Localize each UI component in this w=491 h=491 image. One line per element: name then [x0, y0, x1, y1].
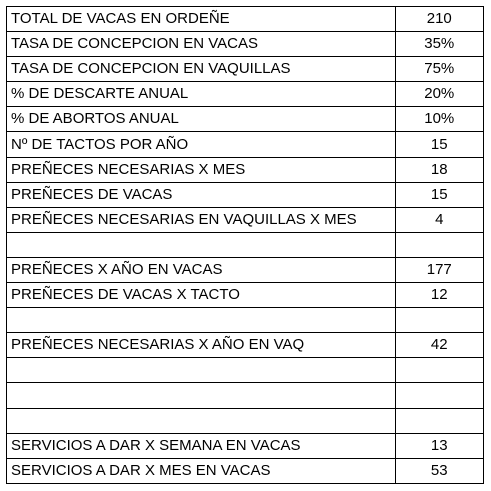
table-row — [7, 107, 483, 132]
row-label[interactable]: PREÑECES DE VACAS — [7, 182, 395, 207]
row-value[interactable]: 4 — [395, 207, 483, 232]
row-label[interactable]: PREÑECES DE VACAS X TACTO — [7, 283, 395, 308]
table-row — [7, 182, 483, 207]
row-value[interactable]: 35% — [395, 32, 483, 57]
table-row-empty — [7, 358, 483, 383]
row-value[interactable] — [395, 232, 483, 257]
table-row — [7, 32, 483, 57]
table-row-empty — [7, 308, 483, 333]
row-value[interactable]: 20% — [395, 82, 483, 107]
row-label[interactable]: % DE DESCARTE ANUAL — [7, 82, 395, 107]
row-label[interactable]: PREÑECES NECESARIAS EN VAQUILLAS X MES — [7, 207, 395, 232]
row-label[interactable]: SERVICIOS A DAR X SEMANA EN VACAS — [7, 433, 395, 458]
row-value[interactable] — [395, 408, 483, 433]
table-row-empty — [7, 232, 483, 257]
row-label[interactable]: Nº DE TACTOS POR AÑO — [7, 132, 395, 157]
table-row-empty — [7, 383, 483, 408]
row-label[interactable] — [7, 308, 395, 333]
table-row — [7, 333, 483, 358]
row-label[interactable] — [7, 408, 395, 433]
row-label[interactable]: PREÑECES X AÑO EN VACAS — [7, 257, 395, 282]
table-row — [7, 132, 483, 157]
row-label[interactable] — [7, 358, 395, 383]
table-row — [7, 458, 483, 483]
row-value[interactable] — [395, 358, 483, 383]
row-value[interactable]: 18 — [395, 157, 483, 182]
row-value[interactable]: 12 — [395, 283, 483, 308]
table-row — [7, 283, 483, 308]
row-value[interactable]: 13 — [395, 433, 483, 458]
row-label[interactable]: % DE ABORTOS ANUAL — [7, 107, 395, 132]
row-value[interactable]: 15 — [395, 182, 483, 207]
spreadsheet-table-container — [6, 6, 484, 484]
row-value[interactable]: 15 — [395, 132, 483, 157]
table-row — [7, 207, 483, 232]
table-row — [7, 157, 483, 182]
table-row — [7, 257, 483, 282]
row-value[interactable] — [395, 308, 483, 333]
row-label[interactable]: TASA DE CONCEPCION EN VAQUILLAS — [7, 57, 395, 82]
row-label[interactable]: TOTAL DE VACAS EN ORDEÑE — [7, 7, 395, 32]
row-value[interactable]: 10% — [395, 107, 483, 132]
table-row-empty — [7, 408, 483, 433]
row-label[interactable]: PREÑECES NECESARIAS X MES — [7, 157, 395, 182]
row-label[interactable] — [7, 232, 395, 257]
table-row — [7, 433, 483, 458]
row-value[interactable]: 177 — [395, 257, 483, 282]
row-label[interactable]: TASA DE CONCEPCION EN VACAS — [7, 32, 395, 57]
row-value[interactable]: 75% — [395, 57, 483, 82]
row-value[interactable] — [395, 383, 483, 408]
table-row — [7, 57, 483, 82]
row-value[interactable]: 53 — [395, 458, 483, 483]
row-label[interactable]: PREÑECES NECESARIAS X AÑO EN VAQ — [7, 333, 395, 358]
reproduction-metrics-table — [7, 7, 483, 483]
row-label[interactable] — [7, 383, 395, 408]
table-row — [7, 82, 483, 107]
row-label[interactable]: SERVICIOS A DAR X MES EN VACAS — [7, 458, 395, 483]
row-value[interactable]: 42 — [395, 333, 483, 358]
table-row — [7, 7, 483, 32]
row-value[interactable]: 210 — [395, 7, 483, 32]
